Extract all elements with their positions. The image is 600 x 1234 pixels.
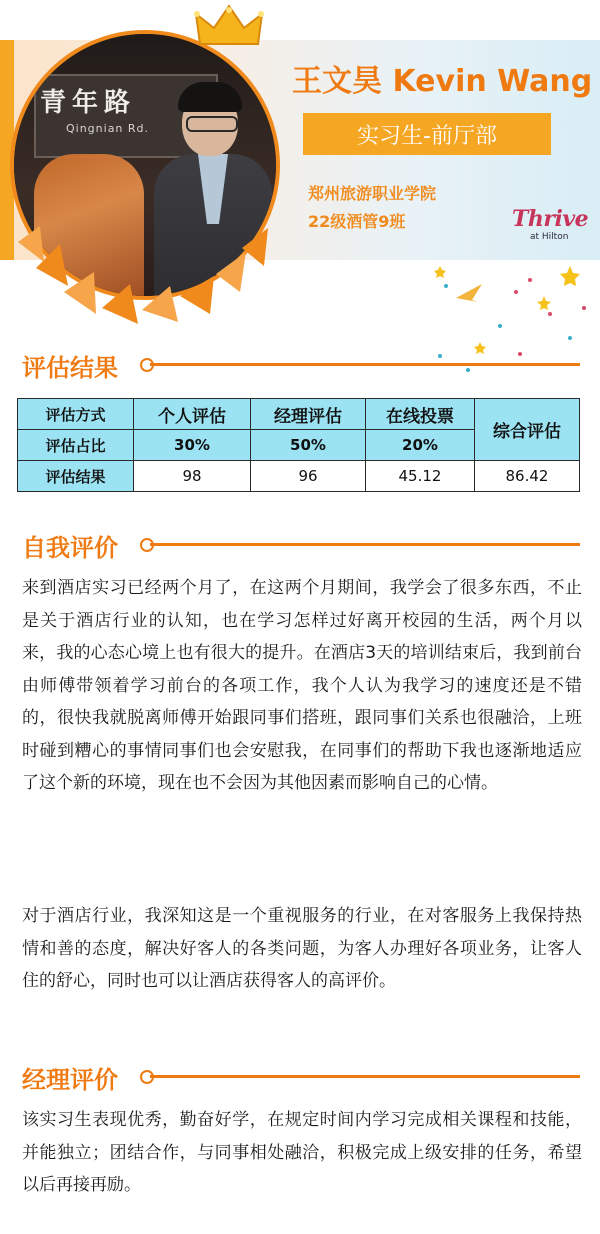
section-divider	[150, 543, 580, 546]
section-title-self-review: 自我评价	[22, 534, 118, 562]
thrive-logo-sub: at Hilton	[530, 232, 569, 242]
table-row	[18, 461, 580, 492]
table-cell: 30%	[134, 430, 251, 461]
school-info	[308, 180, 436, 236]
table-cell: 评估占比	[18, 430, 134, 461]
petal-frame-icon	[10, 222, 272, 326]
table-cell: 50%	[251, 430, 366, 461]
crown-icon	[194, 4, 264, 48]
section-divider	[150, 1075, 580, 1078]
section-divider	[150, 363, 580, 366]
table-row	[18, 399, 580, 430]
section-title-evaluation: 评估结果	[22, 354, 118, 382]
table-cell: 评估方式	[18, 399, 134, 430]
thrive-logo-word: Thrive	[512, 206, 589, 232]
table-cell: 45.12	[366, 461, 475, 492]
manager-review-paragraph: 该实习生表现优秀，勤奋好学，在规定时间内学习完成相关课程和技能，并能独立；团结合作，与同事相处融洽，积极完成上级安排的任务，希望以后再接再励。	[22, 1110, 582, 1195]
person-hair	[178, 82, 242, 112]
thrive-logo	[512, 206, 596, 246]
table-cell: 经理评估	[251, 399, 366, 430]
role-badge	[303, 113, 551, 155]
section-title-manager-review: 经理评价	[22, 1066, 118, 1094]
profile-name: 王文昊 Kevin Wang	[292, 64, 593, 99]
evaluation-table	[17, 398, 580, 492]
school-name: 郑州旅游职业学院	[308, 184, 437, 203]
self-review-paragraph-2: 对于酒店行业，我深知这是一个重视服务的行业，在对客服务上我保持热情和善的态度，解决好客人的各类问题，为客人办理好各项业务，让客人住的舒心，同时也可以让酒店获得客人的高评价。	[22, 906, 582, 991]
confetti-decoration-icon	[420, 258, 600, 388]
table-cell: 个人评估	[134, 399, 251, 430]
table-cell: 86.42	[475, 461, 580, 492]
self-review-paragraph-1: 来到酒店实习已经两个月了，在这两个月期间，我学会了很多东西，不止是关于酒店行业的认知，也在学习怎样过好离开校园的生活，两个月以来，我的心态心境上也有很大的提升。在酒店3天的培训结束后，我到前台由师傅带领着学习前台的各项工作，我个人认为我学习的速度还是不错的，很快我就脱离师傅开始跟同事们搭班，跟同事们关系也很融洽，上班时碰到糟心的事情同事们也会安慰我，在同事们的帮助下我也逐渐地适应了这个新的环境，现在也不会因为其他因素而影响自己的心情。	[22, 578, 582, 793]
class-name: 22级酒管9班	[308, 212, 406, 231]
table-cell: 20%	[366, 430, 475, 461]
table-cell: 在线投票	[366, 399, 475, 430]
street-sign-text: 青年路	[40, 88, 137, 118]
table-cell: 评估结果	[18, 461, 134, 492]
table-cell-overall: 综合评估	[475, 399, 580, 461]
street-sign-sub: Qingnian Rd.	[66, 122, 150, 135]
table-cell: 98	[134, 461, 251, 492]
role-text: 实习生-前厅部	[357, 123, 497, 149]
table-cell: 96	[251, 461, 366, 492]
person-glasses	[186, 116, 238, 132]
